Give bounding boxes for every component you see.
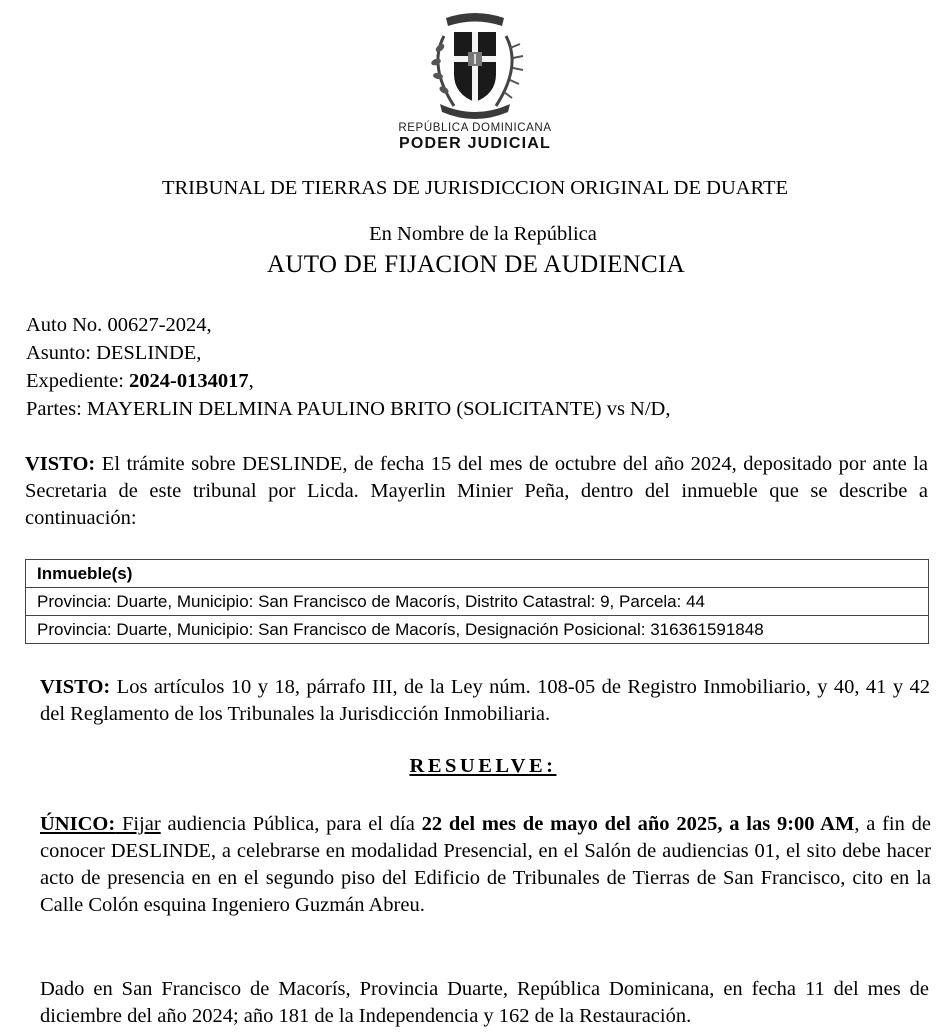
visto-paragraph-2 [40,674,930,728]
inmuebles-table [25,559,929,644]
table-header-inmuebles: Inmueble(s) [26,560,929,588]
table-row [26,588,929,616]
expediente-line [26,367,670,395]
asunto-line [26,339,670,367]
asunto-value: DESLINDE, [96,342,202,364]
table-cell: Provincia: Duarte, Municipio: San Francisco de Macorís, Designación Posicional: 316361591848 [26,616,929,644]
expediente-value: 2024-0134017 [129,370,249,392]
org-country: REPÚBLICA DOMINICANA [398,122,552,134]
visto-label: VISTO: [25,453,96,475]
partes-label: Partes: [26,398,82,420]
unico-text-1: audiencia Pública, para el día [160,813,422,835]
table-cell: Provincia: Duarte, Municipio: San Francisco de Macorís, Distrito Catastral: 9, Parcela: 44 [26,588,929,616]
visto-paragraph-1 [25,451,928,532]
unico-paragraph [40,811,931,919]
expediente-suffix: , [248,370,254,392]
in-name-of-republic: En Nombre de la República [369,223,597,245]
visto-label: VISTO: [40,676,111,698]
partes-value: MAYERLIN DELMINA PAULINO BRITO (SOLICITANTE) vs N/D, [86,398,671,420]
court-name: TRIBUNAL DE TIERRAS DE JURISDICCION ORIGINAL DE DUARTE [161,177,789,199]
auto-number-value: 00627-2024, [107,314,212,336]
document-title: AUTO DE FIJACION DE AUDIENCIA [267,251,685,278]
unico-text-2: , a fin de conocer DESLINDE, a celebrarse en modalidad Presencial, en el Salón de audiencias 01, el sito debe hacer acto de presencia en en el segundo piso del Edificio de Tribunales de Tierras de San Francisco, cito en la Calle Colón esquina Ingeniero Guzmán Abreu. [40,813,932,916]
table-row [26,616,929,644]
auto-number-line [26,311,670,339]
coat-of-arms-icon [424,8,526,120]
auto-number-label: Auto No. [26,314,103,336]
unico-label: ÚNICO: [40,813,116,835]
hearing-date: 22 del mes de mayo del año 2025, a las 9:00 AM [421,813,855,835]
partes-line [26,395,670,423]
given-at-paragraph: Dado en San Francisco de Macorís, Provincia Duarte, República Dominicana, en fecha 11 del mes de diciembre del año 2024; año 181 de la Independencia y 162 de la Restauración. [40,978,929,1027]
visto-text: El trámite sobre DESLINDE, de fecha 15 del mes de octubre del año 2024, depositado por ante la Secretaria de este tribunal por Licda. Mayerlin Minier Peña, dentro del inmueble que se describe a continuación: [25,453,928,529]
resuelve-heading: RESUELVE: [409,755,557,777]
case-metadata [26,311,670,423]
visto-text: Los artículos 10 y 18, párrafo III, de la Ley núm. 108-05 de Registro Inmobiliario, y 40, 41 y 42 del Reglamento de los Tribunales la Jurisdicción Inmobiliaria. [40,676,930,725]
table-header-row [26,560,929,588]
org-branch: PODER JUDICIAL [399,135,551,152]
unico-fijar: Fijar [115,813,161,835]
asunto-label: Asunto: [26,342,91,364]
expediente-label: Expediente: [26,370,124,392]
